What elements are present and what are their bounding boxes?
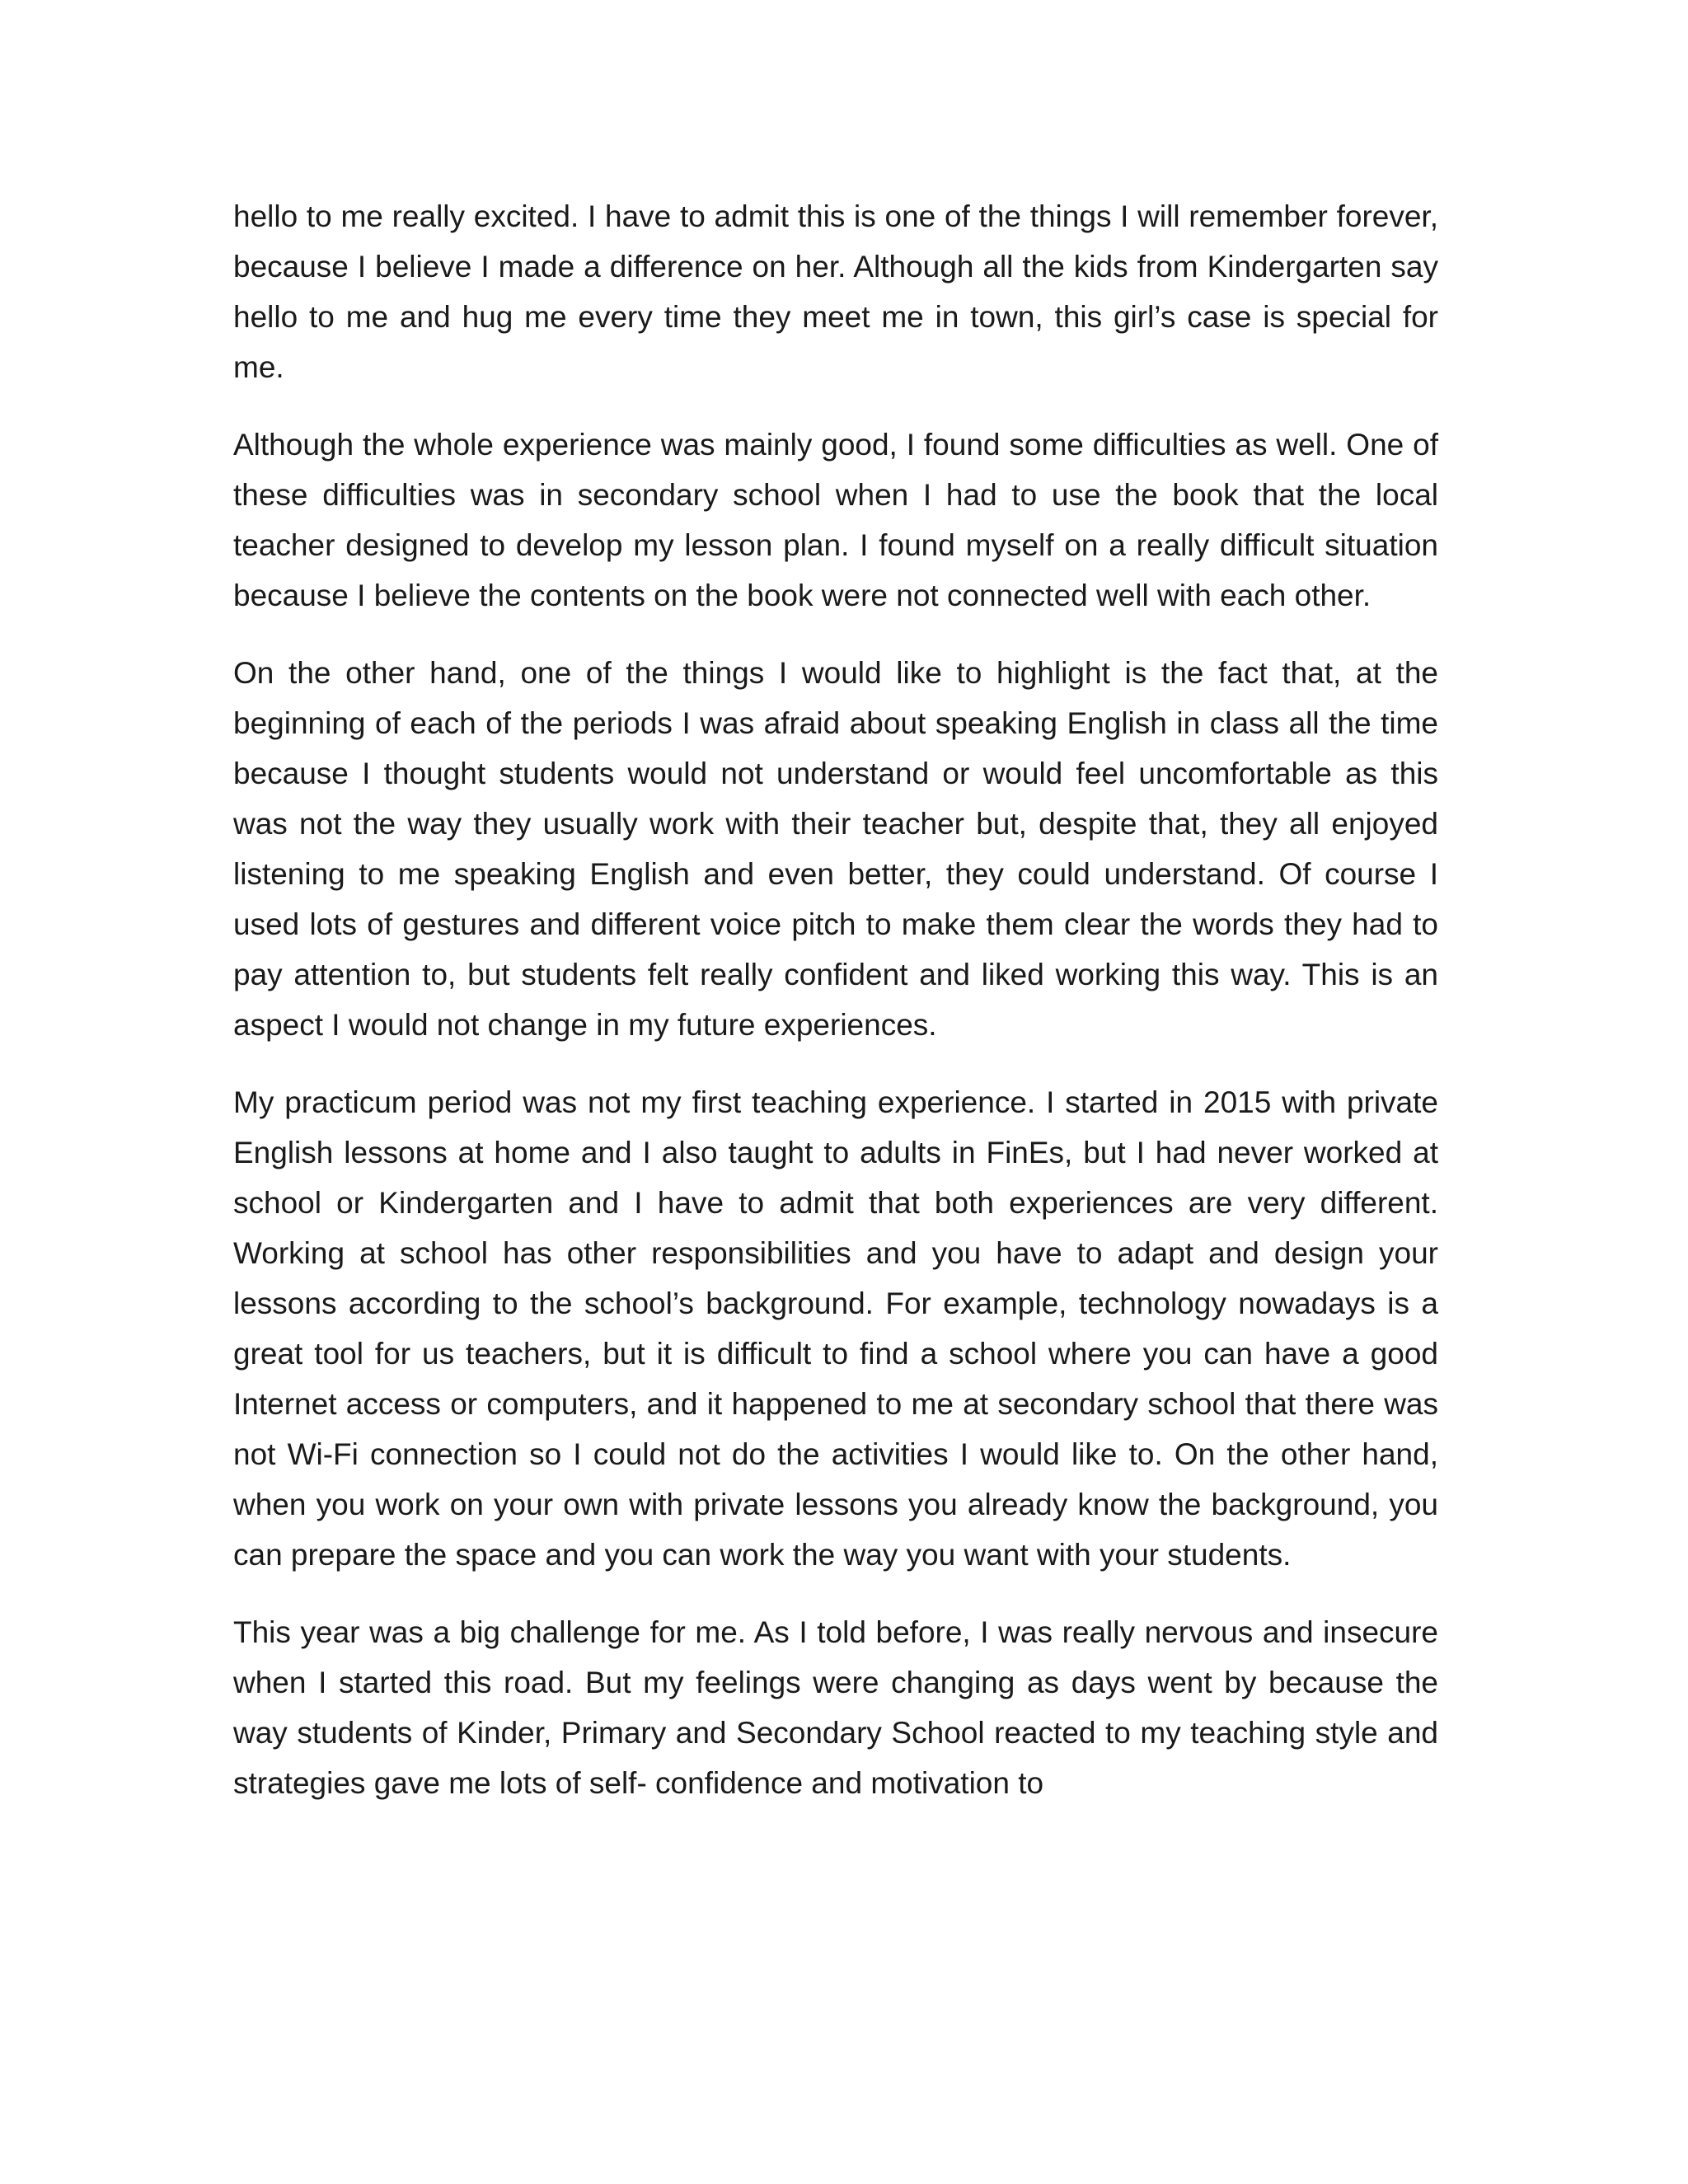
paragraph-4: My practicum period was not my first teaching experience. I started in 2015 with private English lessons at home and I also taught to adults in FinEs, but I had never worked at school or Kindergarten and I have to admit that both experiences are very different. Working at school has other responsibilities and you have to adapt and design your lessons according to the school’s background. For example, technology nowadays is a great tool for us teachers, but it is difficult to find a school where you can have a good Internet access or computers, and it happened to me at secondary school that there was not Wi-Fi connection so I could not do the activities I would like to. On the other hand, when you work on your own with private lessons you already know the background, you can prepare the space and you can work the way you want with your students.	[233, 1085, 1438, 1572]
paragraph-2: Although the whole experience was mainly good, I found some difficulties as well. One of these difficulties was in secondary school when I had to use the book that the local teacher designed to develop my lesson plan. I found myself on a really difficult situation because I believe the contents on the book were not connected well with each other.	[233, 428, 1438, 612]
document-body	[233, 191, 1438, 1835]
paragraph-5: This year was a big challenge for me. As I told before, I was really nervous and insecure when I started this road. But my feelings were changing as days went by because the way students of Kinder, Primary and Secondary School reacted to my teaching style and strategies gave me lots of self- confidence and motivation to	[233, 1615, 1438, 1800]
paragraph-3: On the other hand, one of the things I would like to highlight is the fact that, at the beginning of each of the periods I was afraid about speaking English in class all the time because I thought students would not understand or would feel uncomfortable as this was not the way they usually work with their teacher but, despite that, they all enjoyed listening to me speaking English and even better, they could understand. Of course I used lots of gestures and different voice pitch to make them clear the words they had to pay attention to, but students felt really confident and liked working this way. This is an aspect I would not change in my future experiences.	[233, 656, 1438, 1042]
paragraph-1: hello to me really excited. I have to admit this is one of the things I will remember forever, because I believe I made a difference on her. Although all the kids from Kindergarten say hello to me and hug me every time they meet me in town, this girl’s case is special for me.	[233, 199, 1438, 384]
